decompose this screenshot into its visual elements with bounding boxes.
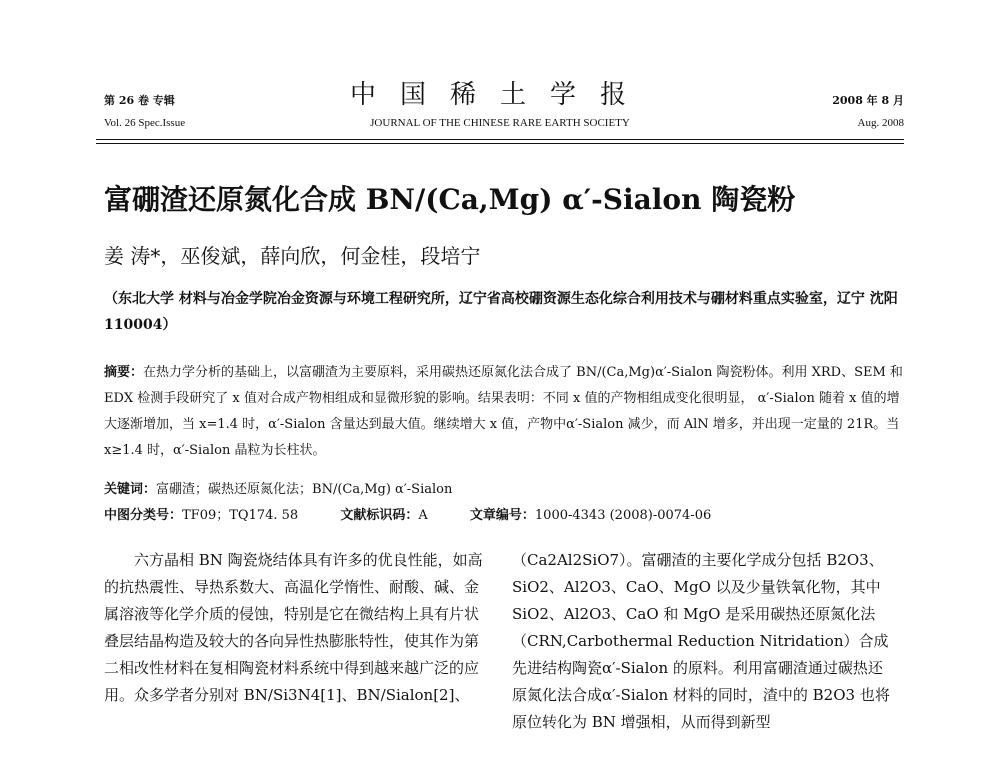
classification-line: [104, 504, 904, 523]
doc-code-label: 文献标识码：: [340, 508, 419, 523]
journal-title-cn: 中国稀土学报: [349, 80, 650, 110]
keywords-text: 富硼渣；碳热还原氮化法；BN/(Ca,Mg) α′-Sialon: [156, 482, 453, 497]
keywords: [104, 478, 904, 497]
body-column-right: [512, 547, 892, 736]
date-cn: 2008 年 8 月: [832, 94, 904, 107]
abstract: [104, 360, 904, 464]
clc-label: 中图分类号：: [104, 508, 183, 523]
affiliation: （东北大学 材料与冶金学院冶金资源与环境工程研究所，辽宁省高校硼资源生态化综合利用技术与硼材料重点实验室，辽宁 沈阳 110004）: [104, 291, 898, 333]
doc-code-value: A: [418, 508, 428, 523]
volume-cn: 第 26 卷 专辑: [104, 94, 175, 107]
clc-value: TF09；TQ174. 58: [182, 508, 299, 523]
article-no-value: 1000-4343 (2008)-0074-06: [534, 508, 712, 523]
authors: 姜 涛*，巫俊斌，薛向欣，何金桂，段培宁: [104, 244, 481, 268]
journal-header: [96, 0, 904, 140]
journal-title-en: JOURNAL OF THE CHINESE RARE EARTH SOCIETY: [370, 117, 630, 129]
keywords-label: 关键词：: [104, 482, 157, 497]
body-column-left: [104, 547, 484, 709]
abstract-text: 在热力学分析的基础上，以富硼渣为主要原料，采用碳热还原氮化法合成了 BN/(Ca,Mg)α′-Sialon 陶瓷粉体。利用 XRD、SEM 和 EDX 检测手段研究了 x 值对合成产物相组成和显微形貌的影响。结果表明：不同 x 值的产物相组成变化很明显， α′-Sialon 随着 x 值的增大逐渐增加，当 x=1.4 时，α′-Sialon 含量达到最大值。继续增大 x 值，产物中α′-Sialon 减少，而 AlN 增多，并出现一定量的 21R。当 x≥1.4 时，α′-Sialon 晶粒为长柱状。: [104, 365, 903, 458]
abstract-label: 摘要：: [104, 365, 144, 380]
article-no-label: 文章编号：: [469, 508, 535, 523]
body-paragraph-left: 六方晶相 BN 陶瓷烧结体具有许多的优良性能，如高的抗热震性、导热系数大、高温化学惰性、耐酸、碱、金属溶液等化学介质的侵蚀，特别是它在微结构上具有片状叠层结晶构造及较大的各向异性热膨胀特性，使其作为第二相改性材料在复相陶瓷材料系统中得到越来越广泛的应用。众多学者分别对 BN/Si3N4[1]、BN/Sialon[2]、: [104, 551, 483, 704]
header-rule-bottom: [96, 143, 904, 144]
volume-en: Vol. 26 Spec.Issue: [104, 117, 186, 129]
header-rule-top: [96, 139, 904, 140]
body-paragraph-right: （Ca2Al2SiO7）。富硼渣的主要化学成分包括 B2O3、SiO2、Al2O3、CaO、MgO 以及少量铁氧化物，其中 SiO2、Al2O3、CaO 和 MgO 是采用碳热还原氮化法（CRN,Carbothermal Reduction Nitridation）合成先进结构陶瓷α′-Sialon 的原料。利用富硼渣通过碳热还原氮化法合成α′-Sialon 材料的同时，渣中的 B2O3 也将原位转化为 BN 增强相，从而得到新型: [512, 551, 890, 731]
paper-title: 富硼渣还原氮化合成 BN/(Ca,Mg) α′-Sialon 陶瓷粉: [104, 183, 796, 216]
date-en: Aug. 2008: [857, 117, 904, 129]
